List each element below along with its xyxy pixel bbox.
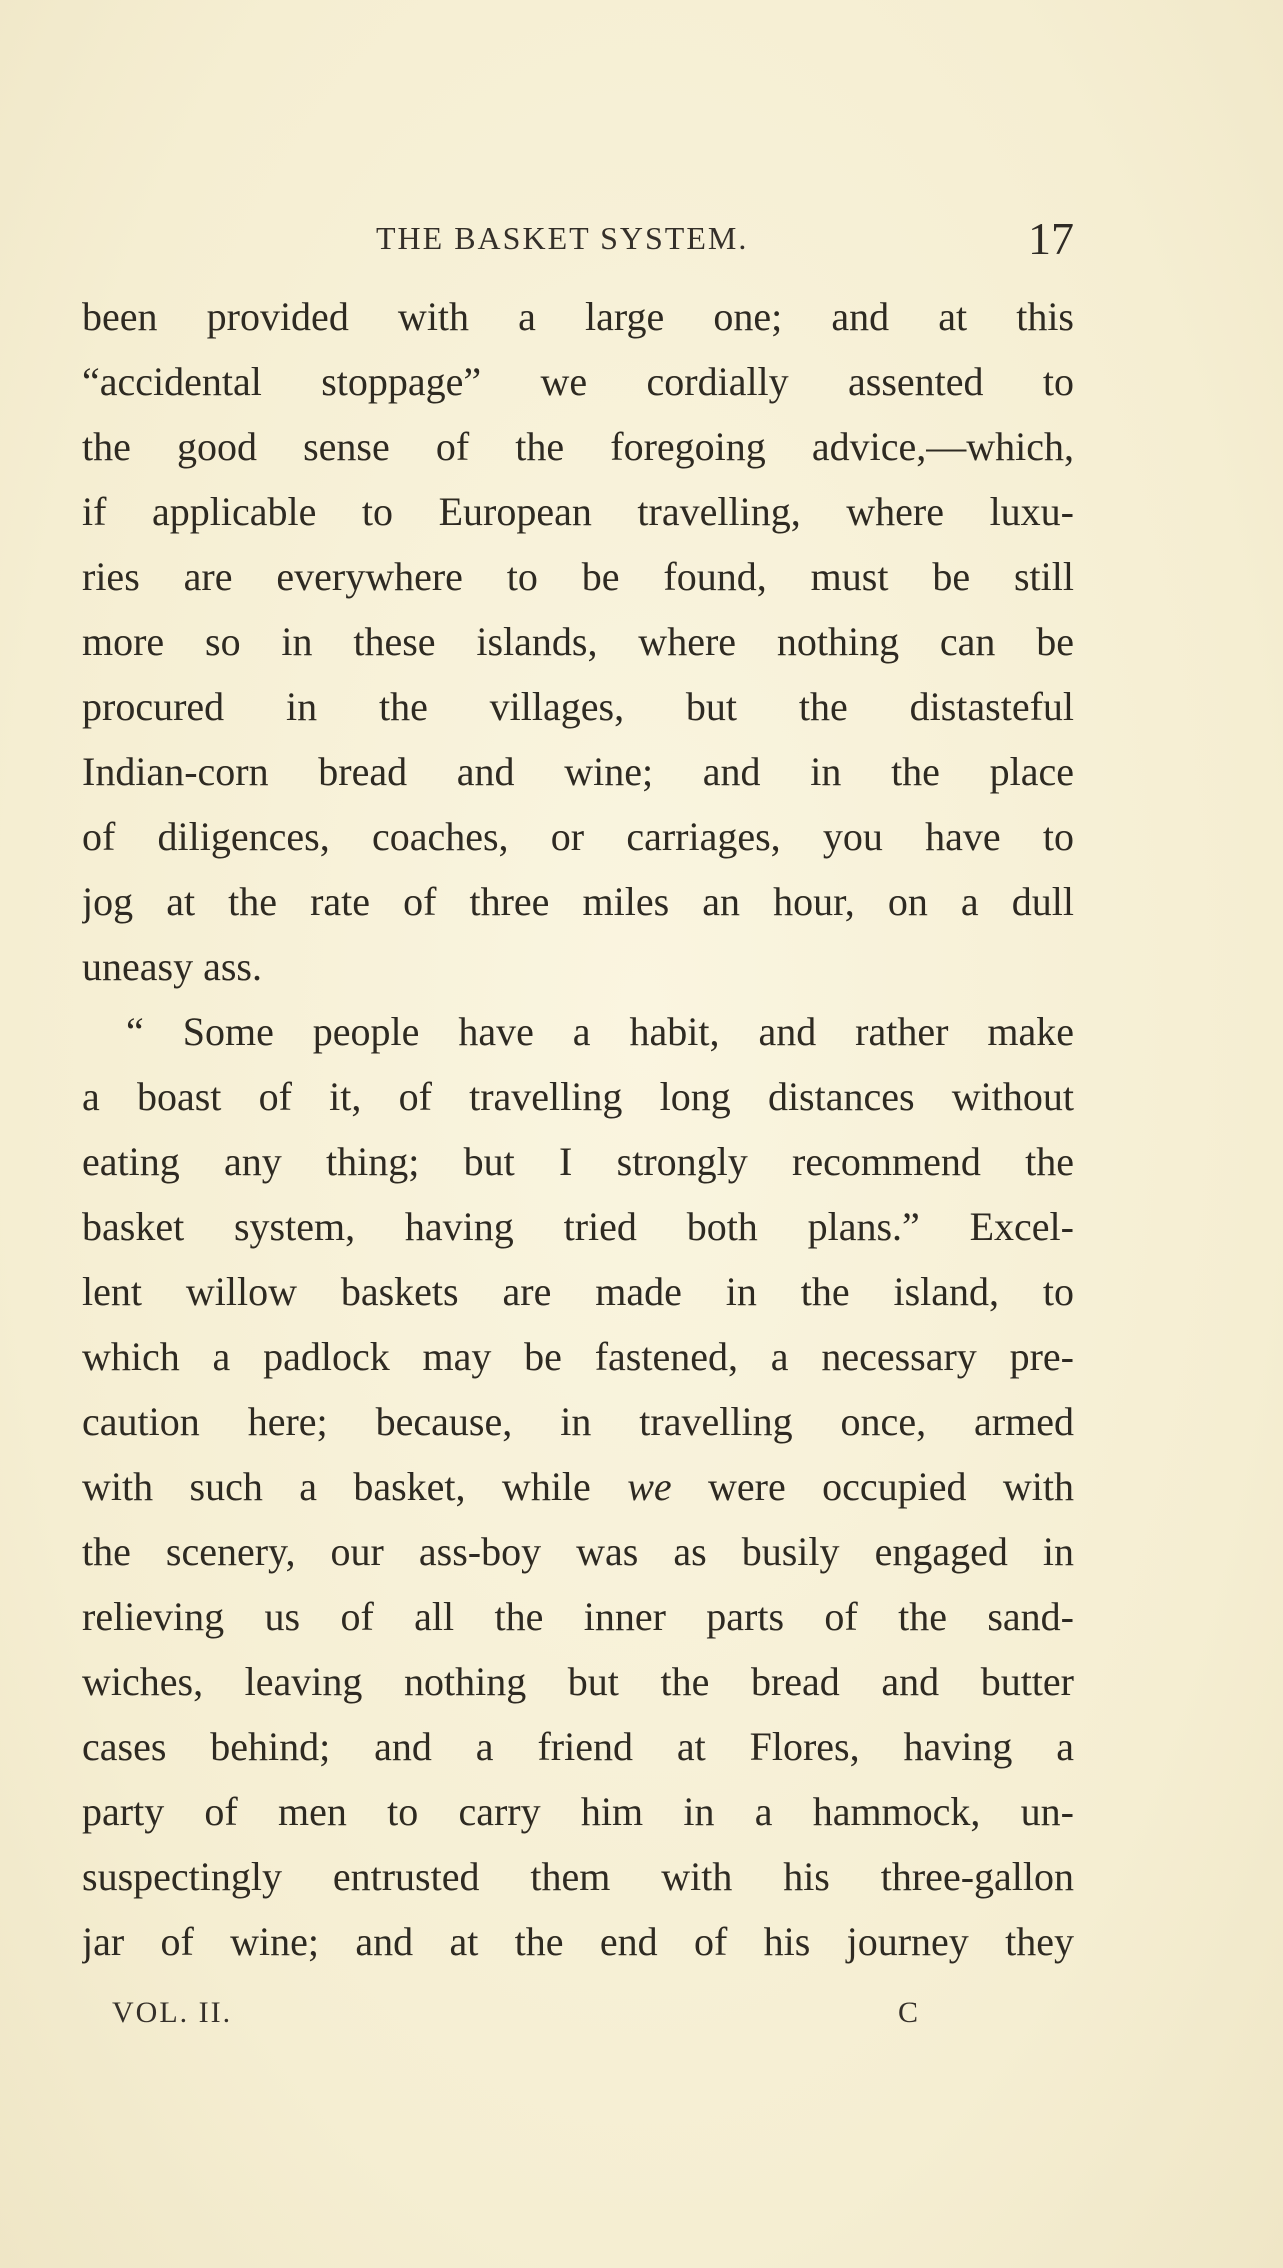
text-line: ries are everywhere to be found, must be still [82, 554, 1074, 599]
paragraph-end-line: uneasy ass. [82, 944, 262, 989]
text-line: “accidental stoppage” we cordially assented to [82, 359, 1074, 404]
text-line: which a padlock may be fastened, a necessary pre- [82, 1334, 1074, 1379]
signature-mark: C [898, 1996, 919, 2029]
text-line: basket system, having tried both plans.” Excel- [82, 1204, 1074, 1249]
text-line: jar of wine; and at the end of his journey they [82, 1919, 1074, 1964]
running-head [72, 212, 1084, 268]
text-line: cases behind; and a friend at Flores, having a [82, 1724, 1074, 1769]
page-footer [112, 1996, 932, 2046]
text-segment: with such a basket, while [82, 1464, 628, 1509]
paragraph-start-line: “ Some people have a habit, and rather make [126, 1009, 1074, 1054]
body-text [82, 284, 1074, 1974]
text-line: eating any thing; but I strongly recommend the [82, 1139, 1074, 1184]
text-line: caution here; because, in travelling once, armed [82, 1399, 1074, 1444]
text-line: if applicable to European travelling, where luxu- [82, 489, 1074, 534]
text-line-with-emphasis [82, 1454, 1074, 1519]
text-line: suspectingly entrusted them with his three-gallon [82, 1854, 1074, 1899]
text-line: relieving us of all the inner parts of the sand- [82, 1594, 1074, 1639]
text-line: jog at the rate of three miles an hour, on a dull [82, 879, 1074, 924]
text-line: procured in the villages, but the distasteful [82, 684, 1074, 729]
text-line: wiches, leaving nothing but the bread and butter [82, 1659, 1074, 1704]
text-line: Indian-corn bread and wine; and in the place [82, 749, 1074, 794]
emphasized-word: we [627, 1464, 672, 1509]
volume-mark: VOL. II. [112, 1996, 233, 2029]
running-title: THE BASKET SYSTEM. [376, 220, 749, 256]
text-line: lent willow baskets are made in the island, to [82, 1269, 1074, 1314]
page-number: 17 [1028, 213, 1074, 264]
text-line: party of men to carry him in a hammock, un- [82, 1789, 1074, 1834]
text-line: the scenery, our ass-boy was as busily engaged in [82, 1529, 1074, 1574]
text-line: of diligences, coaches, or carriages, you have to [82, 814, 1074, 859]
text-line: the good sense of the foregoing advice,—which, [82, 424, 1074, 469]
text-line: more so in these islands, where nothing can be [82, 619, 1074, 664]
text-line: been provided with a large one; and at this [82, 294, 1074, 339]
text-segment: were occupied with [671, 1464, 1074, 1509]
text-line: a boast of it, of travelling long distances without [82, 1074, 1074, 1119]
